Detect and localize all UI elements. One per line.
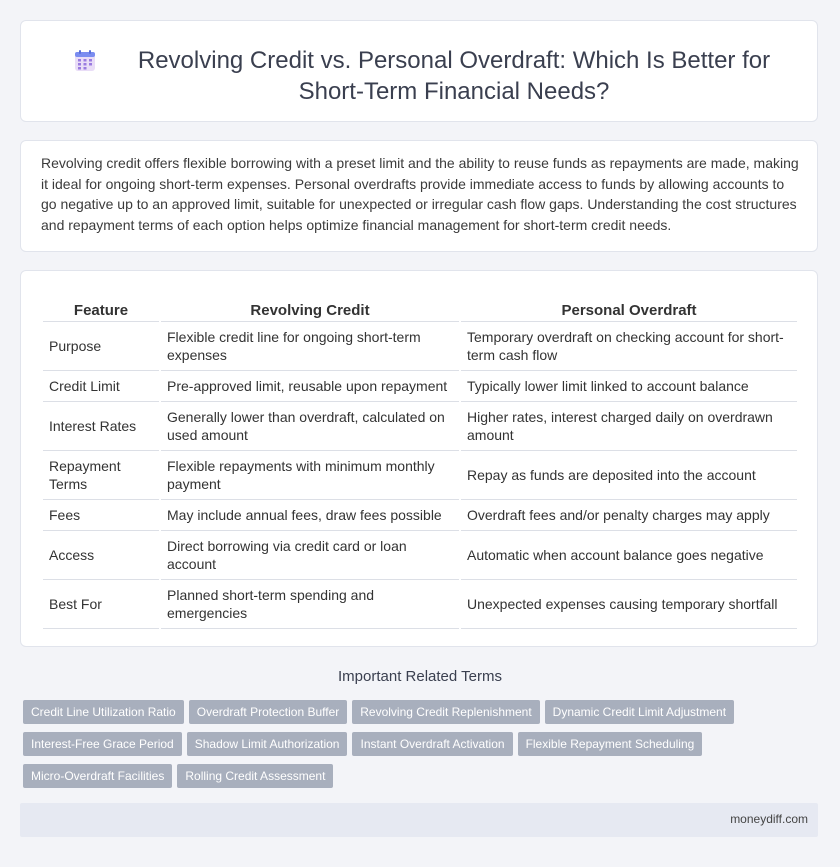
comparison-table	[41, 295, 799, 629]
comparison-card	[20, 270, 818, 647]
table-row	[43, 322, 797, 371]
title-card	[20, 20, 818, 122]
related-term-tag[interactable]: Revolving Credit Replenishment	[352, 700, 539, 724]
calendar-icon	[73, 49, 97, 73]
row-personal-overdraft: Typically lower limit linked to account balance	[461, 371, 797, 402]
row-personal-overdraft: Unexpected expenses causing temporary shortfall	[461, 580, 797, 629]
table-row	[43, 451, 797, 500]
table-row	[43, 580, 797, 629]
row-revolving-credit: Direct borrowing via credit card or loan account	[161, 531, 459, 580]
row-personal-overdraft: Temporary overdraft on checking account for short-term cash flow	[461, 322, 797, 371]
related-term-tag[interactable]: Shadow Limit Authorization	[187, 732, 348, 756]
row-revolving-credit: Flexible credit line for ongoing short-term expenses	[161, 322, 459, 371]
row-personal-overdraft: Repay as funds are deposited into the account	[461, 451, 797, 500]
intro-card	[20, 140, 818, 252]
row-revolving-credit: May include annual fees, draw fees possible	[161, 500, 459, 531]
row-revolving-credit: Planned short-term spending and emergencies	[161, 580, 459, 629]
row-revolving-credit: Generally lower than overdraft, calculated on used amount	[161, 402, 459, 451]
table-row	[43, 371, 797, 402]
related-terms-title: Important Related Terms	[338, 668, 502, 685]
row-revolving-credit: Flexible repayments with minimum monthly payment	[161, 451, 459, 500]
table-row	[43, 402, 797, 451]
related-term-tag[interactable]: Dynamic Credit Limit Adjustment	[545, 700, 734, 724]
row-personal-overdraft: Automatic when account balance goes negative	[461, 531, 797, 580]
table-row	[43, 531, 797, 580]
row-revolving-credit: Pre-approved limit, reusable upon repayment	[161, 371, 459, 402]
related-term-tag[interactable]: Interest-Free Grace Period	[23, 732, 182, 756]
related-term-tag[interactable]: Micro-Overdraft Facilities	[23, 764, 172, 788]
intro-paragraph: Revolving credit offers flexible borrowing with a preset limit and the ability to reuse funds as repayments are made, making it ideal for ongoing short-term expenses. Personal overdrafts provide immediate access to funds by allowing accounts to go negative up to an approved limit, suitable for unexpected or irregular cash flow gaps. Understanding the cost structures and repayment terms of each option helps optimize financial management for short-term credit needs.	[41, 155, 799, 233]
row-feature: Repayment Terms	[43, 451, 159, 500]
footer-site-link[interactable]: moneydiff.com	[730, 812, 808, 826]
row-personal-overdraft: Overdraft fees and/or penalty charges may apply	[461, 500, 797, 531]
table-header-row	[43, 295, 797, 322]
header-personal-overdraft: Personal Overdraft	[461, 295, 797, 322]
related-term-tag[interactable]: Rolling Credit Assessment	[177, 764, 333, 788]
row-feature: Fees	[43, 500, 159, 531]
related-terms-list	[23, 700, 813, 796]
footer	[20, 803, 818, 837]
row-feature: Access	[43, 531, 159, 580]
related-term-tag[interactable]: Overdraft Protection Buffer	[189, 700, 348, 724]
header-feature: Feature	[43, 295, 159, 322]
row-feature: Purpose	[43, 322, 159, 371]
row-personal-overdraft: Higher rates, interest charged daily on overdrawn amount	[461, 402, 797, 451]
related-term-tag[interactable]: Flexible Repayment Scheduling	[518, 732, 703, 756]
row-feature: Credit Limit	[43, 371, 159, 402]
table-row	[43, 500, 797, 531]
row-feature: Best For	[43, 580, 159, 629]
page-title: Revolving Credit vs. Personal Overdraft: Which Is Better for Short-Term Financial Needs?	[137, 47, 771, 105]
related-term-tag[interactable]: Instant Overdraft Activation	[352, 732, 512, 756]
header-revolving-credit: Revolving Credit	[161, 295, 459, 322]
row-feature: Interest Rates	[43, 402, 159, 451]
related-term-tag[interactable]: Credit Line Utilization Ratio	[23, 700, 184, 724]
